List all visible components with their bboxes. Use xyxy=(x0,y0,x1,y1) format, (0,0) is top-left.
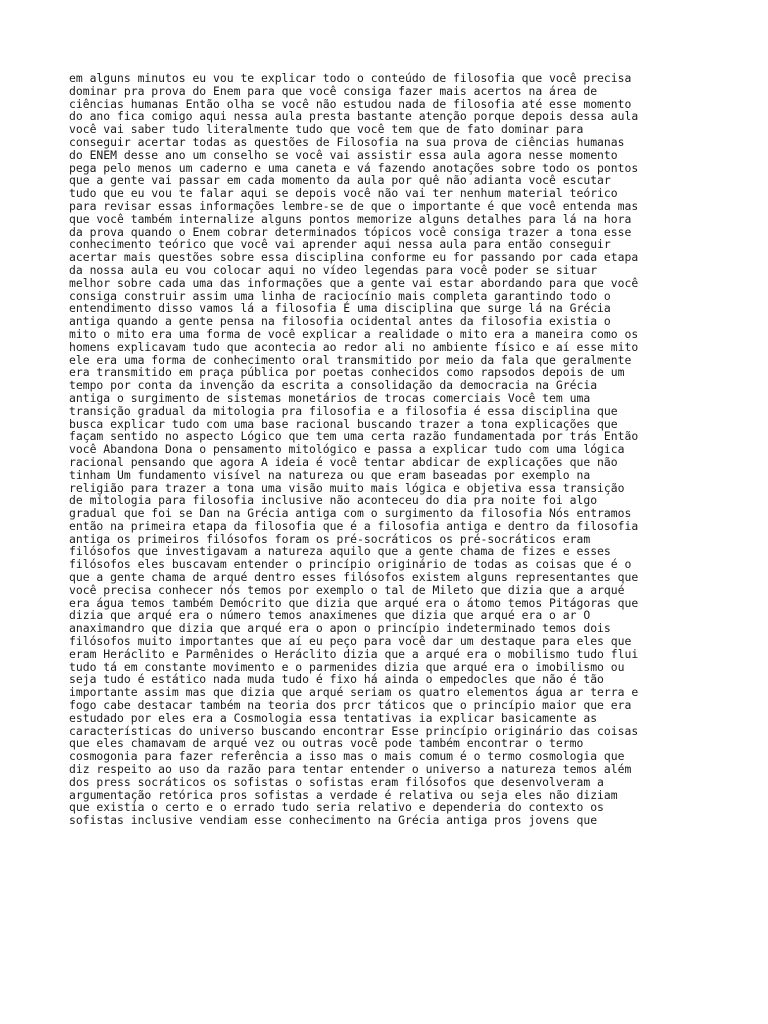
text-line: racional pensando que agora A ideia é você tentar abdicar de explicações que não xyxy=(69,454,618,469)
text-line: sofistas inclusive vendiam esse conhecimento na Grécia antiga pros jovens que xyxy=(69,813,598,828)
text-line: tudo tá em constante movimento e o parmenides dizia que arqué era o imobilismo ou xyxy=(69,659,625,674)
text-line: diz respeito ao uso da razão para tentar entender o universo a natureza temos além xyxy=(69,762,632,777)
text-line: que existia o certo e o errado tudo seria relativo e dependeria do contexto os xyxy=(69,800,604,815)
text-line: conseguir acertar todas as questões de Filosofia na sua prova de ciências humanas xyxy=(69,134,625,149)
text-line: acertar mais questões sobre essa disciplina conforme eu for passando por cada etapa xyxy=(69,250,639,265)
text-line: ciências humanas Então olha se você não estudou nada de filosofia até esse momento xyxy=(69,96,632,111)
text-line: que a gente vai passar em cada momento da aula por quê não adianta você escutar xyxy=(69,173,611,188)
text-line: você vai saber tudo literalmente tudo que você tem que de fato dominar para xyxy=(69,122,584,137)
text-line: era água temos também Demócrito que dizia que arqué era o átomo temos Pitágoras que xyxy=(69,595,639,610)
text-line: que eles chamavam de arqué vez ou outras você pode também encontrar o termo xyxy=(69,736,584,751)
text-line: pega pelo menos um caderno e uma caneta e vá fazendo anotações sobre todo os pontos xyxy=(69,160,639,175)
text-line: entendimento disso vamos lá a filosofia É uma disciplina que surge lá na Grécia xyxy=(69,301,611,316)
text-line: para revisar essas informações lembre-se de que o importante é que você entenda mas xyxy=(69,198,639,213)
text-line: antiga o surgimento de sistemas monetários de trocas comerciais Você tem uma xyxy=(69,390,591,405)
text-line: fogo cabe destacar também na teoria dos prcr táticos que o princípio maior que era xyxy=(69,698,632,713)
text-line: filósofos eles buscavam entender o princípio originário de todas as coisas que é o xyxy=(69,557,632,572)
text-line: da nossa aula eu vou colocar aqui no vídeo legendas para você poder se situar xyxy=(69,262,598,277)
text-line: homens explicavam tudo que acontecia ao redor ali no ambiente físico e aí esse mito xyxy=(69,339,639,354)
text-line: façam sentido no aspecto Lógico que tem uma certa razão fundamentada por trás Então xyxy=(69,429,639,444)
text-line: cosmogonia para fazer referência a isso mas o mais comum é o termo cosmologia que xyxy=(69,749,625,764)
text-line: importante assim mas que dizia que arqué seriam os quatro elementos água ar terra e xyxy=(69,685,639,700)
text-line: em alguns minutos eu vou te explicar todo o conteúdo de filosofia que você precisa xyxy=(69,71,632,85)
text-line: tudo que eu vou te falar aqui se depois você não vai ter nenhum material teórico xyxy=(69,186,618,201)
text-line: dominar pra prova do Enem para que você consiga fazer mais acertos na área de xyxy=(69,83,598,98)
text-line: você precisa conhecer nós temos por exemplo o tal de Mileto que dizia que a arqué xyxy=(69,582,625,597)
text-line: filósofos que investigavam a natureza aquilo que a gente chama de fizes e esses xyxy=(69,544,611,559)
text-line: características do universo buscando encontrar Esse princípio originário das coisas xyxy=(69,723,639,738)
text-line: busca explicar tudo com uma base racional buscando trazer a tona explicações que xyxy=(69,416,618,431)
text-line: tinham Um fundamento visível na natureza ou que eram baseadas por exemplo na xyxy=(69,467,591,482)
text-line: religião para trazer a tona uma visão muito mais lógica e objetiva essa transição xyxy=(69,480,625,495)
text-line: ele era uma forma de conhecimento oral transmitido por meio da fala que geralmente xyxy=(69,352,632,367)
text-line: consiga construir assim uma linha de raciocínio mais completa garantindo todo o xyxy=(69,288,611,303)
text-line: argumentação retórica pros sofistas a verdade é relativa ou seja eles não diziam xyxy=(69,787,618,802)
transcript-text xyxy=(69,72,749,827)
text-line: anaximandro que dizia que arqué era o apon o princípio indeterminado temos dois xyxy=(69,621,611,636)
text-line: mito o mito era uma forma de você explicar a realidade o mito era a maneira como os xyxy=(69,326,639,341)
text-line: antiga quando a gente pensa na filosofia ocidental antes da filosofia existia o xyxy=(69,314,611,329)
text-line: transição gradual da mitologia pra filosofia e a filosofia é essa disciplina que xyxy=(69,403,618,418)
text-line: eram Heráclito e Parmênides o Heráclito dizia que a arqué era o mobilismo tudo flui xyxy=(69,646,639,661)
text-line: seja tudo é estático nada muda tudo é fixo há ainda o empedocles que não é tão xyxy=(69,672,604,687)
text-line: dizia que arqué era o número temos anaximenes que dizia que arqué era o ar O xyxy=(69,608,591,623)
text-line: tempo por conta da invenção da escrita a consolidação da democracia na Grécia xyxy=(69,378,598,393)
text-line: do ENEM desse ano um conselho se você vai assistir essa aula agora nesse momento xyxy=(69,147,618,162)
text-line: filósofos muito importantes que aí eu peço para você dar um destaque para eles que xyxy=(69,634,632,649)
text-line: melhor sobre cada uma das informações que a gente vai estar abordando para que você xyxy=(69,275,639,290)
text-line: conhecimento teórico que você vai aprender aqui nessa aula para então conseguir xyxy=(69,237,611,252)
text-line: era transmitido em praça pública por poetas conhecidos como rapsodos depois de um xyxy=(69,365,625,380)
text-line: da prova quando o Enem cobrar determinados tópicos você consiga trazer a tona esse xyxy=(69,224,632,239)
text-line: dos press socráticos os sofistas o sofistas eram filósofos que desenvolveram a xyxy=(69,774,604,789)
text-line: você Abandona Dona o pensamento mitológico e passa a explicar tudo com uma lógica xyxy=(69,442,625,457)
text-line: de mitologia para filosofia inclusive não aconteceu do dia pra noite foi algo xyxy=(69,493,598,508)
text-line: que a gente chama de arqué dentro esses filósofos existem alguns representantes que xyxy=(69,570,639,585)
text-line: estudado por eles era a Cosmologia essa tentativas ia explicar basicamente as xyxy=(69,710,598,725)
text-line: então na primeira etapa da filosofia que é a filosofia antiga e dentro da filosofia xyxy=(69,518,639,533)
text-line: que você também internalize alguns pontos memorize alguns detalhes para lá na hora xyxy=(69,211,632,226)
text-line: antiga os primeiros filósofos foram os pré-socráticos os pré-socráticos eram xyxy=(69,531,591,546)
text-line: do ano fica comigo aqui nessa aula presta bastante atenção porque depois dessa aula xyxy=(69,109,639,124)
text-line: gradual que foi se Dan na Grécia antiga com o surgimento da filosofia Nós entramos xyxy=(69,506,632,521)
